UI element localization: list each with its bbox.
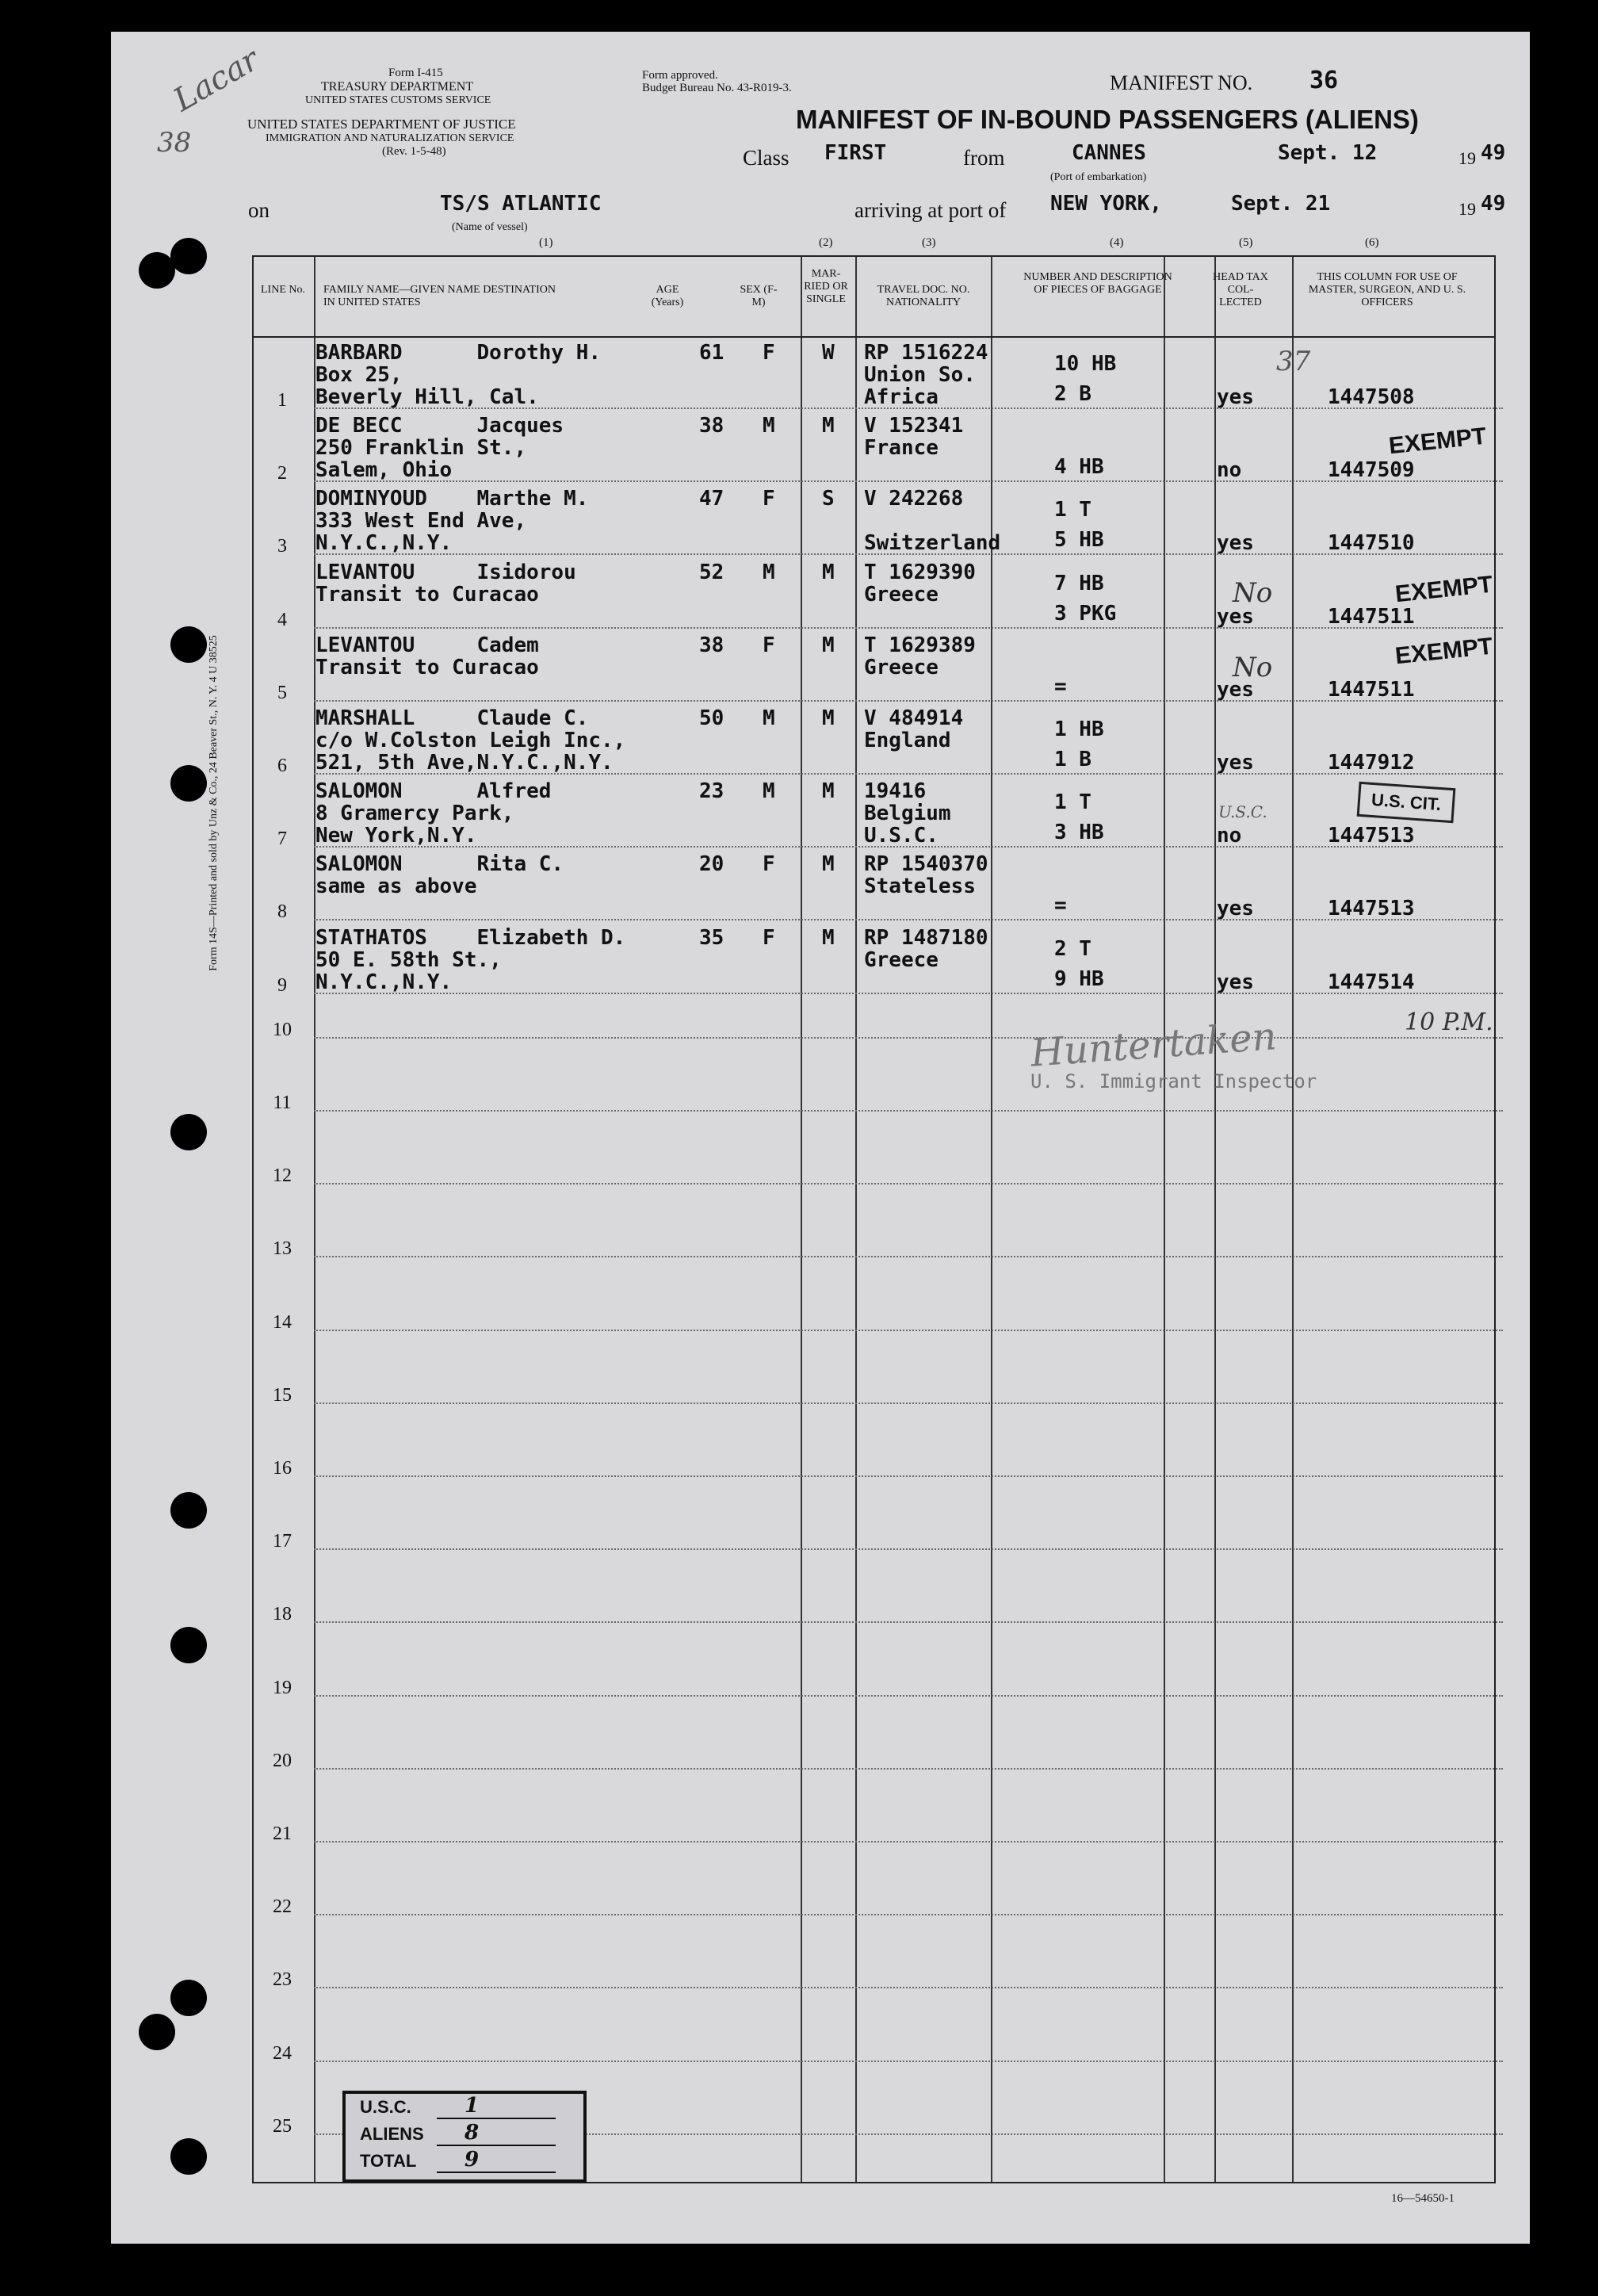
line-number: 20 xyxy=(273,1750,292,1771)
passenger-address-2: Beverly Hill, Cal. xyxy=(315,385,539,409)
col-num: (1) xyxy=(539,236,553,249)
col-num: (6) xyxy=(1365,236,1379,249)
line-number: 5 xyxy=(277,682,287,703)
line-number: 14 xyxy=(273,1311,292,1333)
baggage-2: 1 B xyxy=(1054,748,1091,771)
baggage-2: 2 B xyxy=(1054,382,1091,406)
header-sex: SEX (F-M) xyxy=(740,284,778,308)
travel-doc-no: RP 1516224 xyxy=(864,341,988,365)
vessel-caption: (Name of vessel) xyxy=(452,221,528,233)
binder-hole xyxy=(170,2138,207,2175)
tally-aliens-label: ALIENS xyxy=(360,2124,424,2144)
passenger-sex: M xyxy=(763,414,775,438)
binder-hole xyxy=(139,2014,175,2050)
passenger-name: STATHATOS Elizabeth D. xyxy=(315,925,626,950)
passenger-name: DE BECC Jacques xyxy=(315,414,564,438)
passenger-age: 61 xyxy=(699,341,724,365)
ins-service: IMMIGRATION AND NATURALIZATION SERVICE xyxy=(266,132,514,144)
row-rule xyxy=(314,1621,1503,1623)
officer-number: 1447510 xyxy=(1328,531,1415,556)
form-revision: (Rev. 1-5-48) xyxy=(382,145,446,158)
nationality: Stateless xyxy=(864,874,976,899)
passenger-address-2: Salem, Ohio xyxy=(315,458,453,483)
binder-hole xyxy=(170,238,207,274)
passenger-name: BARBARD Dorothy H. xyxy=(315,341,602,365)
passenger-address-1: c/o W.Colston Leigh Inc., xyxy=(315,729,626,752)
form-number: Form I-415 xyxy=(388,67,443,79)
passenger-age: 20 xyxy=(699,852,724,877)
passenger-sex: F xyxy=(763,487,775,511)
travel-doc-no: V 152341 xyxy=(864,414,964,438)
row-rule xyxy=(314,1110,1503,1112)
port-caption: (Port of embarkation) xyxy=(1050,171,1147,183)
passenger-address-1: Transit to Curacao xyxy=(315,582,539,607)
line-number: 18 xyxy=(273,1604,292,1625)
row-rule xyxy=(314,1548,1503,1550)
row-rule xyxy=(314,408,1503,409)
line-number: 24 xyxy=(273,2042,292,2064)
row-rule xyxy=(314,1256,1503,1257)
line-number: 25 xyxy=(273,2115,292,2137)
corner-number: 38 xyxy=(157,127,192,159)
passenger-sex: M xyxy=(763,779,775,804)
head-tax: no xyxy=(1217,458,1242,483)
passenger-marital: M xyxy=(822,414,835,438)
embarkation-year: 49 xyxy=(1481,141,1506,165)
tally-total-value: 9 xyxy=(464,2148,480,2172)
line-number: 21 xyxy=(273,1823,292,1844)
passenger-marital: M xyxy=(822,925,835,950)
nationality: England xyxy=(864,729,951,752)
travel-doc-no: T 1629389 xyxy=(864,633,976,657)
officer-number: 1447513 xyxy=(1328,897,1415,921)
treasury-dept: TREASURY DEPARTMENT xyxy=(321,80,474,94)
usc-handwritten: U.S.C. xyxy=(1218,802,1267,821)
row-rule xyxy=(314,1402,1503,1404)
officer-number: 1447509 xyxy=(1328,458,1415,483)
passenger-sex: M xyxy=(763,560,775,584)
row-rule xyxy=(314,846,1503,848)
passenger-address-1: same as above xyxy=(315,874,477,899)
side-print: Form 14S—Printed and sold by Unz & Co., 24 Beaver St., N. Y. 4 U 38525 xyxy=(208,635,220,971)
line-number: 19 xyxy=(273,1677,292,1698)
travel-doc-no: 19416 xyxy=(864,779,927,804)
class-label: Class xyxy=(743,146,789,170)
passenger-age: 38 xyxy=(699,414,724,438)
passenger-address-2: N.Y.C.,N.Y. xyxy=(315,531,453,556)
passenger-name: MARSHALL Claude C. xyxy=(315,706,589,730)
travel-doc-no: T 1629390 xyxy=(864,560,976,584)
nationality: Greece xyxy=(864,655,939,679)
baggage-2: 3 HB xyxy=(1054,821,1104,845)
nationality: Greece xyxy=(864,947,939,972)
officer-number: 1447511 xyxy=(1328,677,1415,702)
header-name: FAMILY NAME—GIVEN NAME DESTINATION IN UNITED STATES xyxy=(323,284,556,308)
passenger-sex: F xyxy=(763,341,775,365)
line-number: 23 xyxy=(273,1969,292,1991)
row-rule xyxy=(314,553,1503,555)
arrival-year: 49 xyxy=(1481,192,1506,216)
passenger-address-2: 521, 5th Ave,N.Y.C.,N.Y. xyxy=(315,751,614,775)
passenger-sex: F xyxy=(763,852,775,877)
row-rule xyxy=(314,1768,1503,1770)
row-rule xyxy=(314,1183,1503,1184)
passenger-sex: F xyxy=(763,925,775,950)
row-rule xyxy=(314,1841,1503,1843)
inspector-signature: Huntertaken xyxy=(1029,1014,1279,1076)
head-tax: yes xyxy=(1217,970,1254,994)
passenger-address-1: Transit to Curacao xyxy=(315,655,539,679)
arrival-year-prefix: 19 xyxy=(1458,199,1476,219)
passenger-address-2: New York,N.Y. xyxy=(315,824,477,848)
line-number: 8 xyxy=(277,901,287,923)
manifest-no-label: MANIFEST NO. xyxy=(1110,71,1253,94)
officer-number: 1447514 xyxy=(1328,970,1415,994)
arriving-label: arriving at port of xyxy=(854,198,1007,222)
passenger-age: 38 xyxy=(699,633,724,657)
row-rule xyxy=(314,700,1503,702)
row-rule xyxy=(314,627,1503,629)
line-number: 11 xyxy=(273,1093,292,1113)
passenger-sex: F xyxy=(763,633,775,657)
passenger-age: 47 xyxy=(699,487,724,511)
baggage-1: 1 T xyxy=(1054,498,1091,522)
baggage-2: 4 HB xyxy=(1054,455,1104,480)
row-rule xyxy=(314,1037,1503,1039)
row-rule xyxy=(314,919,1503,920)
line-number: 2 xyxy=(277,463,287,484)
binder-hole xyxy=(170,626,207,663)
passenger-marital: M xyxy=(822,706,835,730)
head-tax: yes xyxy=(1217,385,1254,409)
line-number: 15 xyxy=(273,1384,292,1406)
footer-code: 16—54650-1 xyxy=(1391,2192,1455,2205)
line-number: 12 xyxy=(273,1165,292,1187)
line-number: 16 xyxy=(273,1458,292,1479)
passenger-age: 52 xyxy=(699,560,724,584)
head-tax: yes xyxy=(1217,751,1254,775)
passenger-marital: M xyxy=(822,560,835,584)
on-label: on xyxy=(248,198,270,222)
row-rule xyxy=(314,1987,1503,1988)
col-num: (5) xyxy=(1239,236,1253,249)
justice-dept: UNITED STATES DEPARTMENT OF JUSTICE xyxy=(247,117,516,132)
handwritten-37: 37 xyxy=(1276,346,1311,377)
travel-doc-no: RP 1540370 xyxy=(864,852,988,877)
tally-usc-label: U.S.C. xyxy=(360,2097,411,2117)
row-rule xyxy=(314,2061,1503,2062)
tally-aliens-value: 8 xyxy=(464,2121,480,2145)
header-head-tax: HEAD TAX COL-LECTED xyxy=(1213,271,1268,308)
passenger-age: 50 xyxy=(699,706,724,730)
head-tax: yes xyxy=(1217,677,1254,702)
row-rule xyxy=(314,480,1503,482)
form-approved: Form approved. xyxy=(642,69,718,82)
line-number: 22 xyxy=(273,1896,292,1918)
tally-box xyxy=(342,2091,587,2183)
passenger-sex: M xyxy=(763,706,775,730)
header-officers: THIS COLUMN FOR USE OF MASTER, SURGEON, AND U. S. OFFICERS xyxy=(1308,271,1466,308)
exempt-stamp: EXEMPT xyxy=(1393,571,1494,608)
nationality-2: Switzerland xyxy=(864,531,1001,556)
binder-hole xyxy=(170,1492,207,1529)
corner-handwriting: Lacar xyxy=(167,41,266,119)
binder-hole xyxy=(170,1627,207,1663)
line-number: 3 xyxy=(277,536,287,557)
baggage-1: 10 HB xyxy=(1054,352,1117,376)
head-tax: yes xyxy=(1217,531,1254,556)
baggage-2: 3 PKG xyxy=(1054,601,1117,626)
nationality: Greece xyxy=(864,582,939,607)
officer-number: 1447912 xyxy=(1328,751,1415,775)
row-rule xyxy=(314,1475,1503,1477)
head-tax: yes xyxy=(1217,897,1254,921)
officer-number: 1447508 xyxy=(1328,385,1415,409)
passenger-name: LEVANTOU Isidorou xyxy=(315,560,576,584)
passenger-address-1: 50 E. 58th St., xyxy=(315,947,502,972)
vessel-name: TS/S ATLANTIC xyxy=(440,192,602,216)
nationality: Belgium xyxy=(864,802,951,826)
line-number: 4 xyxy=(277,609,287,630)
travel-doc-no: V 484914 xyxy=(864,706,964,730)
nationality: Union So. xyxy=(864,363,976,387)
passenger-marital: M xyxy=(822,633,835,657)
exempt-stamp: EXEMPT xyxy=(1393,633,1494,670)
binder-hole xyxy=(170,1114,207,1150)
col-num: (2) xyxy=(819,236,833,249)
customs-service: UNITED STATES CUSTOMS SERVICE xyxy=(305,94,491,106)
header-married: MAR-RIED OR SINGLE xyxy=(804,268,848,305)
passenger-marital: M xyxy=(822,852,835,877)
head-tax-no-mark: No xyxy=(1233,577,1273,609)
line-number: 7 xyxy=(277,828,287,850)
line-number: 13 xyxy=(273,1238,292,1260)
line-number: 10 xyxy=(273,1019,292,1040)
line-number: 6 xyxy=(277,756,287,776)
row-rule xyxy=(314,1330,1503,1331)
nationality-2: Africa xyxy=(864,385,939,409)
baggage-2: = xyxy=(1054,894,1067,918)
col-num: (3) xyxy=(922,236,936,249)
binder-hole xyxy=(170,765,207,802)
port-of-embarkation: CANNES xyxy=(1072,141,1146,165)
tally-usc-value: 1 xyxy=(464,2094,480,2118)
passenger-age: 35 xyxy=(699,925,724,950)
officer-number: 1447511 xyxy=(1328,604,1415,629)
passenger-marital: S xyxy=(822,487,835,511)
baggage-2: 5 HB xyxy=(1054,528,1104,553)
baggage-1: 1 HB xyxy=(1054,718,1104,741)
passenger-address-1: 8 Gramercy Park, xyxy=(315,802,514,826)
baggage-1: 2 T xyxy=(1054,936,1091,961)
from-label: from xyxy=(963,146,1005,170)
head-tax: yes xyxy=(1217,604,1254,629)
passenger-marital: M xyxy=(822,779,835,804)
manifest-no: 36 xyxy=(1309,67,1339,94)
row-rule xyxy=(314,993,1503,994)
tally-total-label: TOTAL xyxy=(360,2151,417,2171)
manifest-title: MANIFEST OF IN-BOUND PASSENGERS (ALIENS) xyxy=(796,105,1419,134)
officer-number: 1447513 xyxy=(1328,824,1415,848)
head-tax-no-mark: No xyxy=(1233,652,1273,683)
us-citizen-stamp: U.S. CIT. xyxy=(1357,782,1456,823)
header-line-no: LINE No. xyxy=(261,284,305,296)
baggage-1: 1 T xyxy=(1054,790,1091,815)
embarkation-date: Sept. 12 xyxy=(1278,141,1378,165)
baggage-1: 7 HB xyxy=(1054,571,1104,595)
travel-doc-no: V 242268 xyxy=(864,487,964,511)
passenger-address-1: 250 Franklin St., xyxy=(315,436,527,461)
passenger-address-1: Box 25, xyxy=(315,363,403,387)
signature-time: 10 P.M. xyxy=(1405,1008,1493,1036)
row-rule xyxy=(314,1914,1503,1915)
baggage-2: = xyxy=(1054,674,1067,698)
line-number: 1 xyxy=(277,390,287,411)
passenger-name: SALOMON Rita C. xyxy=(315,852,564,877)
inspector-caption: U. S. Immigrant Inspector xyxy=(1030,1070,1317,1093)
passenger-address-1: 333 West End Ave, xyxy=(315,509,527,534)
line-number: 9 xyxy=(277,974,287,996)
row-rule xyxy=(314,1695,1503,1697)
header-baggage: NUMBER AND DESCRIPTION OF PIECES OF BAGGAGE xyxy=(1023,271,1172,296)
line-number: 17 xyxy=(273,1531,292,1552)
passenger-marital: W xyxy=(822,341,835,365)
exempt-stamp: EXEMPT xyxy=(1387,423,1488,460)
header-age: AGE (Years) xyxy=(651,284,684,308)
arrival-port: NEW YORK, xyxy=(1050,192,1162,216)
binder-hole xyxy=(170,1980,207,2016)
arrival-date: Sept. 21 xyxy=(1231,192,1331,216)
travel-doc-no: RP 1487180 xyxy=(864,925,988,950)
nationality: France xyxy=(864,436,939,461)
passenger-address-2: N.Y.C.,N.Y. xyxy=(315,970,453,994)
passenger-name: SALOMON Alfred xyxy=(315,779,552,804)
head-tax: no xyxy=(1217,824,1242,848)
passenger-name: LEVANTOU Cadem xyxy=(315,633,539,657)
row-rule xyxy=(314,773,1503,775)
nationality-2: U.S.C. xyxy=(864,824,939,848)
year-prefix: 19 xyxy=(1458,148,1476,168)
header-travel-doc: TRAVEL DOC. NO. NATIONALITY xyxy=(877,284,970,308)
baggage-2: 9 HB xyxy=(1054,966,1104,991)
passenger-age: 23 xyxy=(699,779,724,804)
budget-bureau: Budget Bureau No. 43-R019-3. xyxy=(642,82,792,94)
class-value: FIRST xyxy=(824,141,887,165)
passenger-name: DOMINYOUD Marthe M. xyxy=(315,487,589,511)
col-num: (4) xyxy=(1110,236,1124,249)
